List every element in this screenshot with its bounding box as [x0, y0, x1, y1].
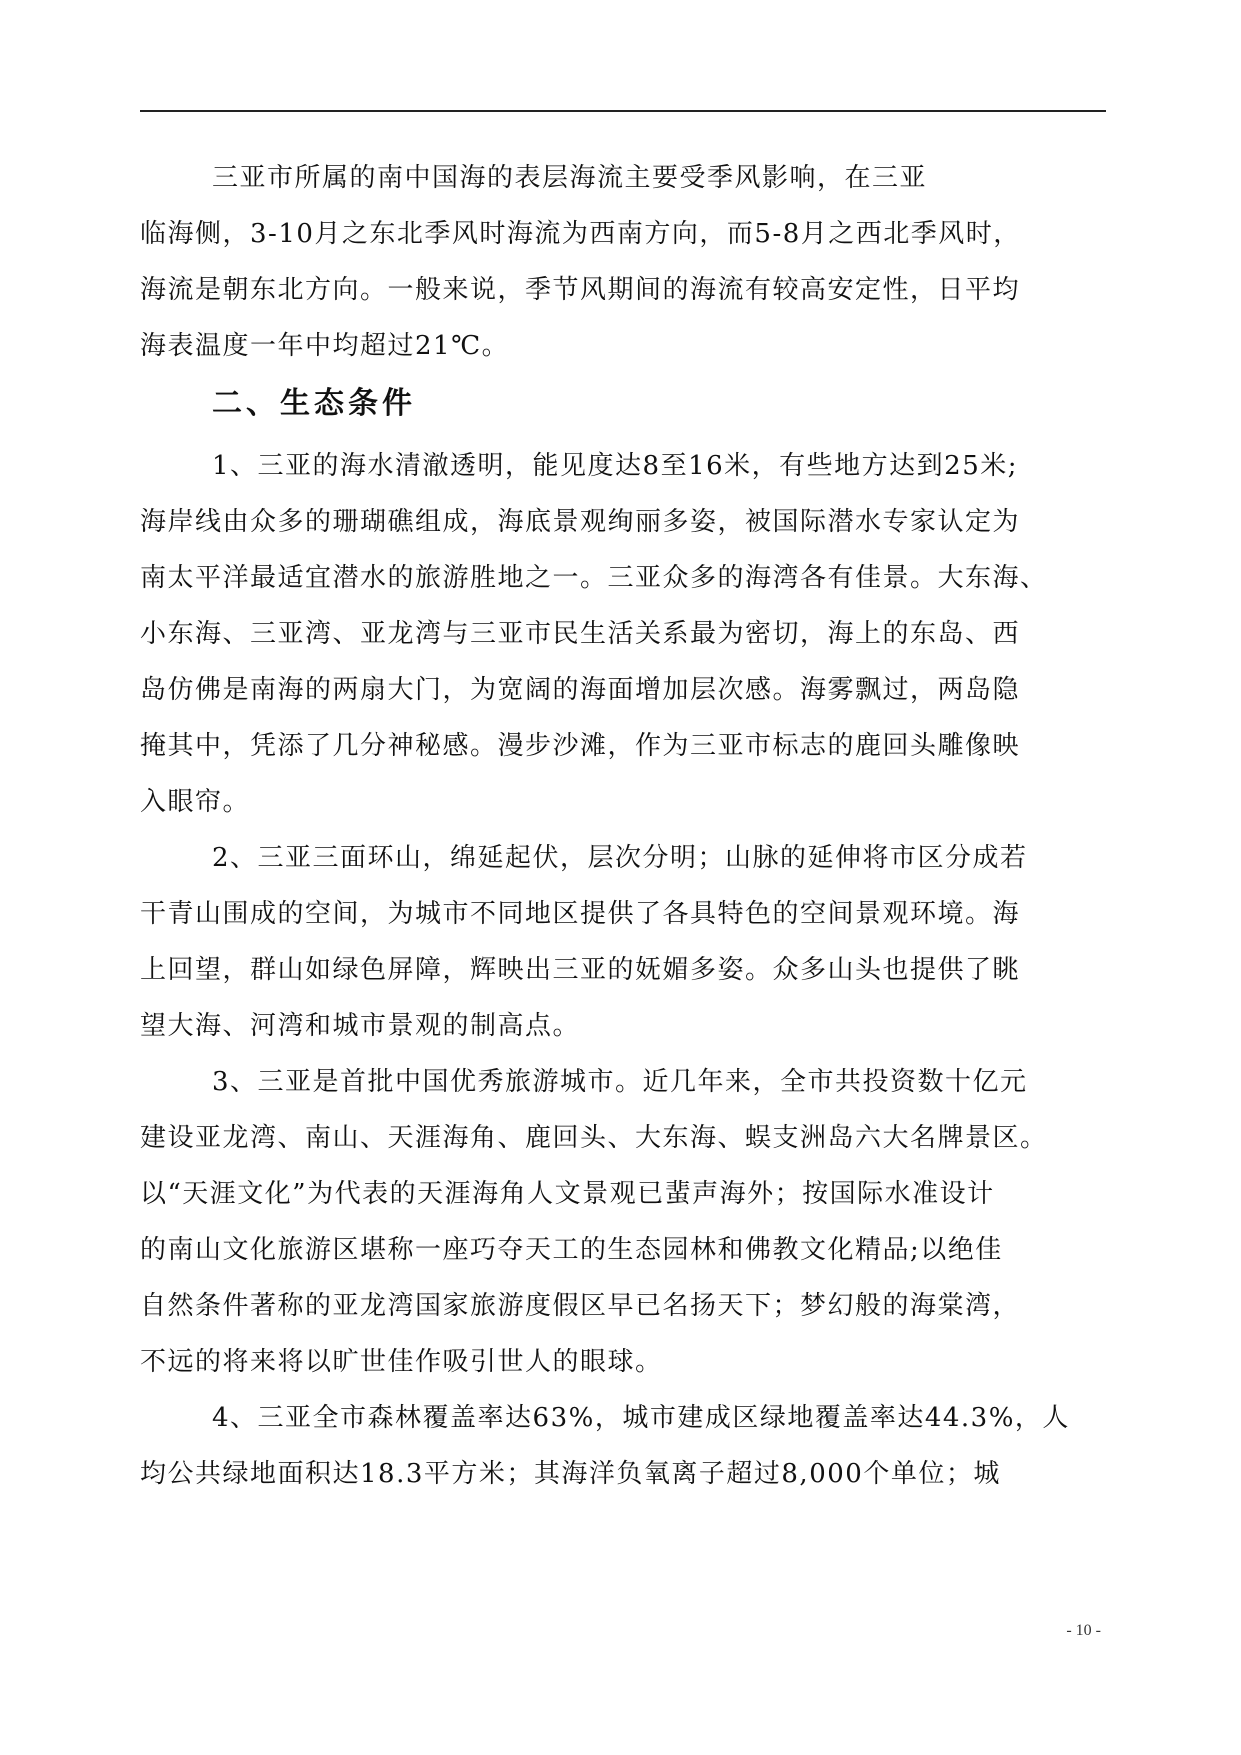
text-line: 小东海、三亚湾、亚龙湾与三亚市民生活关系最为密切，海上的东岛、西 [140, 619, 1021, 649]
text-line: 南太平洋最适宜潜水的旅游胜地之一。三亚众多的海湾各有佳景。大东海、 [140, 563, 1048, 593]
text-line: 望大海、河湾和城市景观的制高点。 [140, 1011, 581, 1041]
text-line: 三亚市所属的南中国海的表层海流主要受季风影响，在三亚 [212, 163, 928, 193]
text-line: 以“天涯文化”为代表的天涯海角人文景观已蜚声海外；按国际水准设计 [140, 1179, 995, 1209]
paragraph-ocean-currents [140, 150, 1106, 374]
text-line: 4、三亚全市森林覆盖率达63%，城市建成区绿地覆盖率达44.3%，人 [212, 1403, 1070, 1433]
body-text [140, 150, 1106, 1502]
text-line: 均公共绿地面积达18.3平方米；其海洋负氧离子超过8,000个单位；城 [140, 1459, 1001, 1489]
text-line: 自然条件著称的亚龙湾国家旅游度假区早已名扬天下；梦幻般的海棠湾， [140, 1291, 1021, 1321]
text-line: 干青山围成的空间，为城市不同地区提供了各具特色的空间景观环境。海 [140, 899, 1021, 929]
page-number: - 10 - [1066, 1622, 1101, 1639]
text-line: 岛仿佛是南海的两扇大门，为宽阔的海面增加层次感。海雾飘过，两岛隐 [140, 675, 1021, 705]
text-line: 入眼帘。 [140, 787, 251, 817]
text-line: 的南山文化旅游区堪称一座巧夺天工的生态园林和佛教文化精品;以绝佳 [140, 1235, 1003, 1265]
text-line: 3、三亚是首批中国优秀旅游城市。近几年来，全市共投资数十亿元 [212, 1067, 1028, 1097]
text-line: 海岸线由众多的珊瑚礁组成，海底景观绚丽多姿，被国际潜水专家认定为 [140, 507, 1021, 537]
text-line: 海流是朝东北方向。一般来说，季节风期间的海流有较高安定性，日平均 [140, 275, 1021, 305]
paragraph-item-4 [140, 1390, 1106, 1502]
text-line: 掩其中，凭添了几分神秘感。漫步沙滩，作为三亚市标志的鹿回头雕像映 [140, 731, 1021, 761]
text-line: 2、三亚三面环山，绵延起伏，层次分明；山脉的延伸将市区分成若 [212, 843, 1028, 873]
paragraph-item-1 [140, 438, 1106, 830]
header-rule [140, 110, 1106, 112]
text-line: 建设亚龙湾、南山、天涯海角、鹿回头、大东海、蜈支洲岛六大名牌景区。 [140, 1123, 1048, 1153]
section-heading: 二、生态条件 [212, 386, 416, 421]
text-line: 不远的将来将以旷世佳作吸引世人的眼球。 [140, 1347, 663, 1377]
text-line: 1、三亚的海水清澈透明，能见度达8至16米，有些地方达到25米; [212, 451, 1019, 481]
text-line: 上回望，群山如绿色屏障，辉映出三亚的妩媚多姿。众多山头也提供了眺 [140, 955, 1021, 985]
paragraph-item-2 [140, 830, 1106, 1054]
paragraph-item-3 [140, 1054, 1106, 1390]
text-line: 海表温度一年中均超过21℃。 [140, 331, 510, 361]
text-line: 临海侧，3-10月之东北季风时海流为西南方向，而5-8月之西北季风时， [140, 219, 1021, 249]
